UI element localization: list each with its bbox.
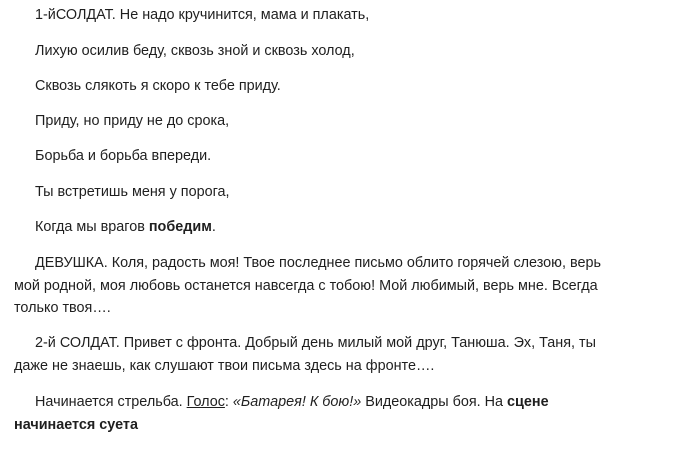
final-middle: Видеокадры боя. На (361, 394, 508, 410)
line7-bold-word: победим (148, 219, 212, 235)
soldier1-line-5: Борьба и борьба впереди. (35, 148, 212, 164)
soldier1-line-4: Приду, но приду не до срока, (35, 113, 230, 129)
soldier1-line-3: Сквозь слякоть я скоро к тебе приду. (35, 78, 281, 94)
final-paragraph (14, 391, 614, 436)
girl-paragraph: ДЕВУШКА. Коля, радость моя! Твое последнее письмо облито горячей слезою, верь мой родной, моя любовь останется навсегда с тобою! Мой любимый, верь мне. Всегда только твоя…. (14, 255, 601, 316)
final-colon: : (224, 394, 233, 410)
soldier1-line-2: Лихую осилив беду, сквозь зной и сквозь холод, (35, 43, 355, 59)
voice-link[interactable]: Голос (186, 394, 225, 410)
line7-suffix: . (211, 219, 216, 235)
soldier1-line-6: Ты встретишь меня у порога, (35, 184, 230, 200)
soldier1-line-7 (14, 216, 614, 239)
soldier1-line-1: 1-йСОЛДАТ. Не надо кручинится, мама и плакать, (35, 7, 370, 23)
final-bold-end: сцене начинается суета (14, 394, 549, 433)
battery-quote: «Батарея! К бою!» (232, 394, 362, 410)
line7-prefix: Когда мы врагов (35, 219, 149, 235)
final-start: Начинается стрельба. (35, 394, 187, 410)
soldier2-paragraph: 2-й СОЛДАТ. Привет с фронта. Добрый день милый мой друг, Танюша. Эх, Таня, ты даже не знаешь, как слушают твои письма здесь на фронте…. (14, 335, 596, 374)
